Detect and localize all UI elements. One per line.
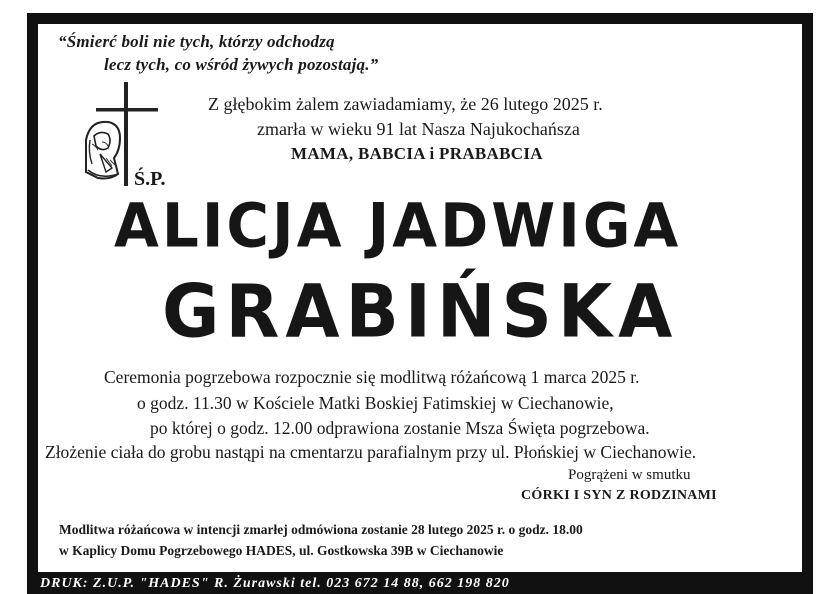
relation-heading: MAMA, BABCIA i PRABABCIA — [291, 144, 543, 163]
deceased-first-names: ALICJA JADWIGA — [114, 190, 682, 262]
sp-prefix: Ś.P. — [134, 168, 166, 190]
deceased-surname: GRABIŃSKA — [162, 268, 679, 355]
ceremony-line-4: Złożenie ciała do grobu nastąpi na cmentarzu parafialnym przy ul. Płońskiej w Ciechanowie. — [45, 442, 697, 462]
quote-line-2: lecz tych, co wśród żywych pozostają.” — [104, 55, 379, 74]
printer-footer: DRUK: Z.U.P. "HADES" R. Żurawski tel. 023 672 14 88, 662 198 820 — [40, 576, 510, 591]
ceremony-line-3: po której o godz. 12.00 odprawiona zostanie Msza Święta pogrzebowa. — [150, 418, 650, 438]
rosary-line-2: w Kaplicy Domu Pogrzebowego HADES, ul. Gostkowska 39B w Ciechanowie — [59, 543, 504, 558]
quote-line-1: “Śmierć boli nie tych, którzy odchodzą — [58, 32, 335, 51]
mourners-names: CÓRKI I SYN Z RODZINAMI — [521, 488, 717, 503]
announcement-line-1: Z głębokim żalem zawiadamiamy, że 26 lutego 2025 r. — [208, 94, 603, 114]
rosary-line-1: Modlitwa różańcowa w intencji zmarłej odmówiona zostanie 28 lutego 2025 r. o godz. 18.00 — [59, 522, 583, 537]
mourners-intro: Pogrążeni w smutku — [568, 467, 691, 483]
ceremony-line-1: Ceremonia pogrzebowa rozpocznie się modlitwą różańcową 1 marca 2025 r. — [104, 367, 640, 387]
ceremony-line-2: o godz. 11.30 w Kościele Matki Boskiej Fatimskiej w Ciechanowie, — [137, 393, 614, 413]
announcement-line-2: zmarła w wieku 91 lat Nasza Najukochańsza — [257, 119, 580, 139]
